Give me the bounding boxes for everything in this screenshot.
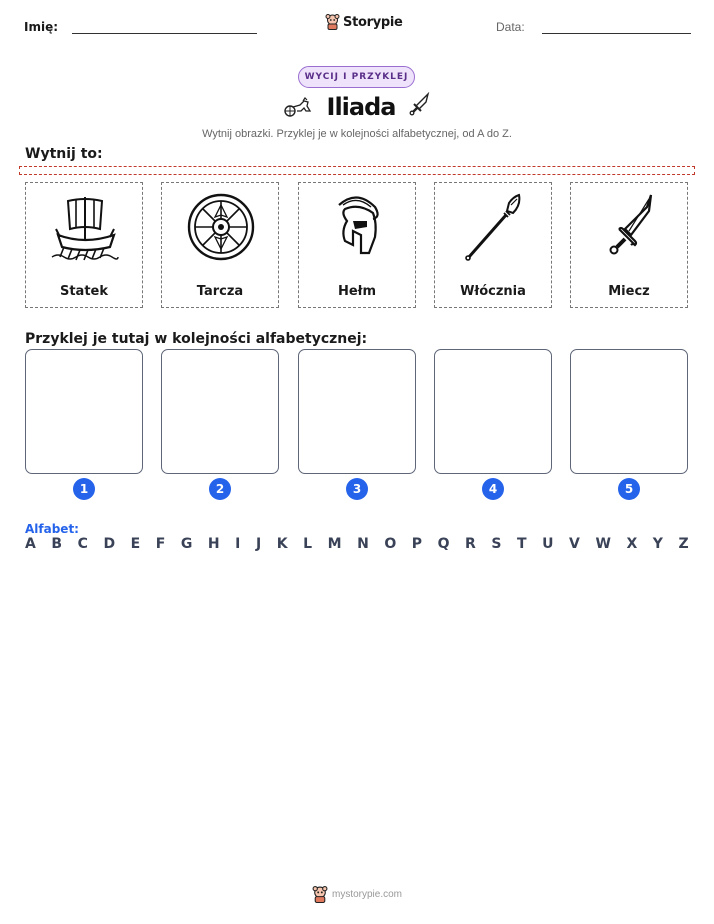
slot-number-badge: 1 [73,478,95,500]
ship-icon [50,191,120,263]
paste-slot-5[interactable] [570,349,688,474]
alphabet-letter: Q [437,536,450,552]
paste-slot-3[interactable] [298,349,416,474]
alphabet-letter: Z [678,536,689,552]
alphabet-letter: W [595,536,611,552]
card-label: Tarcza [196,284,244,299]
page-title: Iliada [326,93,396,121]
alphabet-letter: F [155,536,166,552]
shield-icon [186,191,256,263]
cut-card-sword[interactable] [570,182,688,308]
card-label: Hełm [337,284,377,299]
alphabet-letter: B [51,536,63,552]
alphabet-row [25,536,689,552]
alphabet-letter: P [411,536,423,552]
mascot-icon [325,14,340,30]
alphabet-letter: D [103,536,116,552]
alphabet-letter: E [130,536,141,552]
alphabet-letter: Y [652,536,663,552]
alphabet-label: Alfabet: [25,522,79,536]
chariot-icon [283,97,313,117]
card-label: Statek [59,284,109,299]
alphabet-letter: K [276,536,288,552]
cut-heading: Wytnij to: [25,146,103,162]
cut-line [19,166,695,175]
cut-card-shield[interactable] [161,182,279,308]
sword-title-icon [409,92,431,122]
activity-badge: WYCIJ I PRZYKLEJ [298,66,415,88]
alphabet-letter: A [25,536,36,552]
alphabet-letter: R [465,536,476,552]
paste-heading: Przyklej je tutaj w kolejności alfabetycznej: [25,331,368,347]
footer-url[interactable]: mystorypie.com [331,889,402,900]
paste-slot-1[interactable] [25,349,143,474]
sword-icon [595,191,665,263]
name-line[interactable] [72,33,257,34]
helmet-icon [323,191,393,263]
alphabet-letter: M [327,536,342,552]
date-label: Data: [496,20,525,34]
paste-slot-4[interactable] [434,349,552,474]
spear-icon [459,191,529,263]
cut-card-spear[interactable] [434,182,552,308]
alphabet-letter: V [569,536,580,552]
alphabet-letter: X [626,536,638,552]
alphabet-letter: U [542,536,554,552]
alphabet-letter: N [357,536,369,552]
alphabet-letter: T [517,536,527,552]
name-label: Imię: [24,20,59,34]
brand-logo [325,14,403,30]
alphabet-letter: I [235,536,241,552]
cut-card-ship[interactable] [25,182,143,308]
card-label: Miecz [608,284,650,299]
card-label: Włócznia [460,284,526,299]
alphabet-letter: C [77,536,88,552]
date-line[interactable] [542,33,691,34]
mascot-icon [312,886,328,903]
slot-number-badge: 3 [346,478,368,500]
footer [0,886,714,903]
slot-number-badge: 4 [482,478,504,500]
instructions: Wytnij obrazki. Przyklej je w kolejności alfabetycznej, od A do Z. [202,128,512,140]
alphabet-letter: J [255,536,262,552]
alphabet-letter: L [303,536,313,552]
alphabet-letter: O [384,536,397,552]
alphabet-letter: G [180,536,193,552]
alphabet-letter: S [491,536,502,552]
alphabet-letter: H [207,536,220,552]
slot-number-badge: 5 [618,478,640,500]
brand-name: Storypie [343,14,403,30]
cut-card-helmet[interactable] [298,182,416,308]
paste-slot-2[interactable] [161,349,279,474]
slot-number-badge: 2 [209,478,231,500]
